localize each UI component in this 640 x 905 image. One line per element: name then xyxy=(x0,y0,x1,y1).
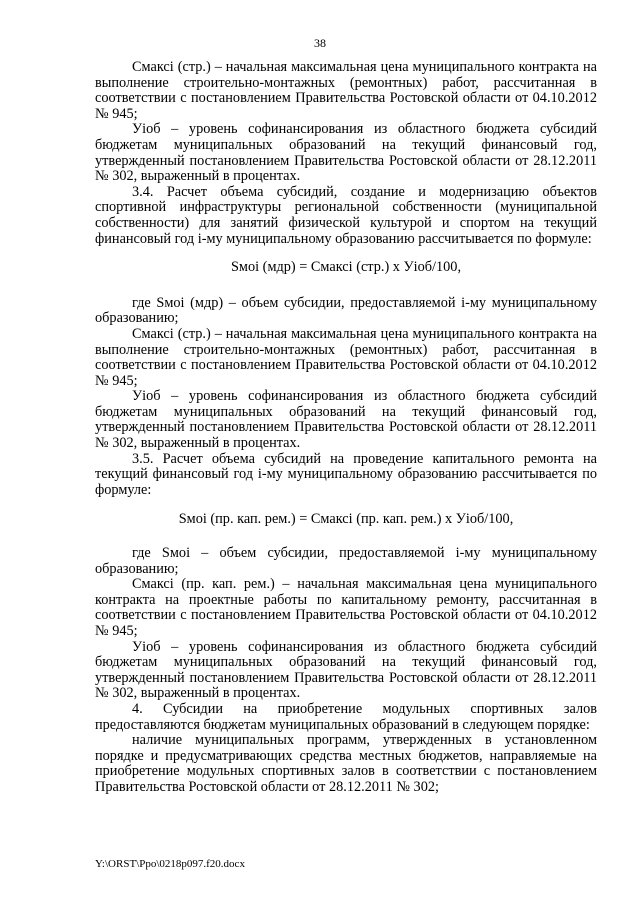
paragraph-section-3-4: 3.4. Расчет объема субсидий, создание и модернизацию объектов спортивной инфраструктуры региональной собственности (муниципальной собственности) для занятий физической культурой и спортом на текущий финансовый год і-му муниципальному образованию рассчитывается по формуле: xyxy=(95,183,597,247)
paragraph-cmax-definition: Смаксі (стр.) – начальная максимальная цена муниципального контракта на выполнение строительно-монтажных (ремонтных) работ, рассчитанная в соответствии с постановлением Правительства Ростовской области от 04.10.2012 № 945; xyxy=(95,59,597,122)
paragraph-cofinancing-definition: Уіоб – уровень софинансирования из областного бюджета субсидий бюджетам муниципальных образований на текущий финансовый год, утвержденный постановлением Правительства Ростовской области от 28.12.2011 № 302, выраженный в процентах. xyxy=(95,121,597,185)
document-body xyxy=(95,60,597,796)
paragraph-smo-definition-2: где Sмоі – объем субсидии, предоставляемой і-му муниципальному образованию; xyxy=(95,545,597,577)
paragraph-section-3-5: 3.5. Расчет объема субсидий на проведение капитального ремонта на текущий финансовый год і-му муниципальному образованию рассчитывается по формуле: xyxy=(95,450,597,498)
formula-3-4: Sмоі (мдр) = Смаксі (стр.) х Уіоб/100, xyxy=(230,259,462,276)
formula-3-5: Sмоі (пр. кап. рем.) = Смаксі (пр. кап. рем.) х Уіоб/100, xyxy=(178,511,514,528)
paragraph-cofinancing-definition-2: Уіоб – уровень софинансирования из областного бюджета субсидий бюджетам муниципальных образований на текущий финансовый год, утвержденный постановлением Правительства Ростовской области от 28.12.2011 № 302, выраженный в процентах. xyxy=(95,388,597,452)
page-number: 38 xyxy=(314,36,326,50)
paragraph-cmax-definition-2: Смаксі (стр.) – начальная максимальная цена муниципального контракта на выполнение строительно-монтажных (ремонтных) работ, рассчитанная в соответствии с постановлением Правительства Ростовской области от 04.10.2012 № 945; xyxy=(95,325,597,389)
paragraph-section-4: 4. Субсидии на приобретение модульных спортивных залов предоставляются бюджетам муниципальных образований в следующем порядке: xyxy=(95,700,597,733)
paragraph-cofinancing-definition-3: Уіоб – уровень софинансирования из областного бюджета субсидий бюджетам муниципальных образований на текущий финансовый год, утвержденный постановлением Правительства Ростовской области от 28.12.2011 № 302, выраженный в процентах. xyxy=(95,638,597,702)
paragraph-municipal-programs: наличие муниципальных программ, утвержденных в установленном порядке и предусматривающих средства местных бюджетов, направляемые на приобретение модульных спортивных залов в соответствии с постановлением Правительства Ростовской области от 28.12.2011 № 302; xyxy=(95,732,597,795)
footer-file-path: Y:\ORST\Ppo\0218p097.f20.docx xyxy=(95,858,245,870)
paragraph-cmax-capital-repair: Смаксі (пр. кап. рем.) – начальная максимальная цена муниципального контракта на проектные работы по капитальному ремонту, рассчитанная в соответствии с постановлением Правительства Ростовской области от 04.10.2012 № 945; xyxy=(95,576,597,639)
paragraph-smo-definition: где Sмоі (мдр) – объем субсидии, предоставляемой і-му муниципальному образованию; xyxy=(95,294,597,327)
